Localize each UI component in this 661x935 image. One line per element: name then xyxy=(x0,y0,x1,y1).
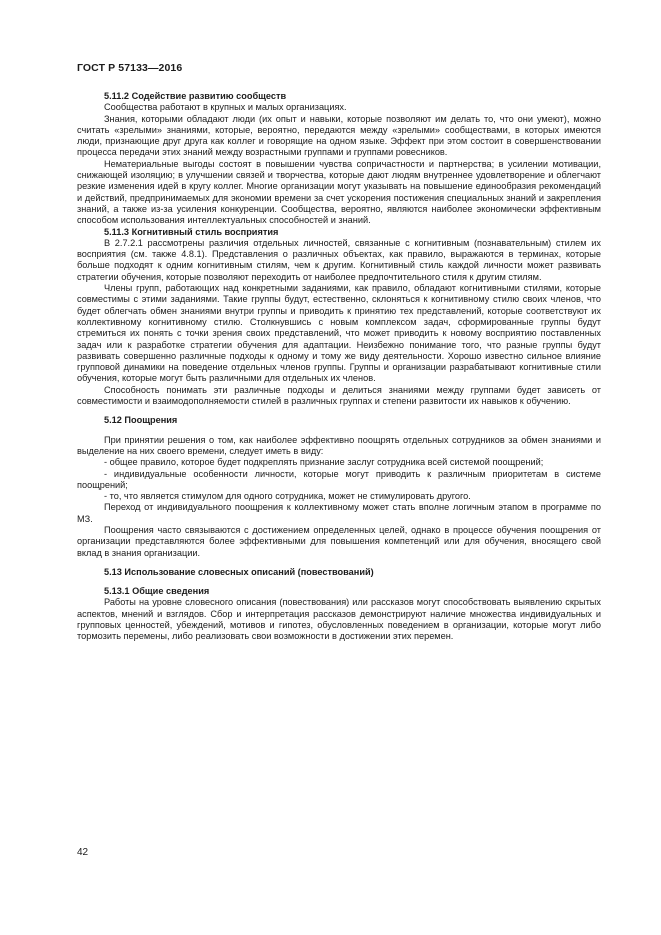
paragraph: При принятии решения о том, как наиболее эффективно поощрять отдельных сотрудников за обмен знаниями и выделение на них своего времени, следует иметь в виду: xyxy=(77,434,601,456)
section-heading: 5.13 Использование словесных описаний (повествований) xyxy=(104,566,374,577)
paragraph: Знания, которыми обладают люди (их опыт и навыки, которые позволяют им делать то, что они умеют), можно считать «зрелыми» знаниями, которые, вероятно, передаются между «зрелыми» сообществами, в которых имеются люди, признающие друг друга как коллег и говорящие на одном языке. Эффект при этом состоит в совершенствовании процесса передачи этих знаний между возрастными группами и группами ровесников. xyxy=(77,113,601,158)
paragraph: Нематериальные выгоды состоят в повышении чувства сопричастности и партнерства; в усилении мотивации, снижающей изоляцию; в улучшении связей и творчества, которые дают людям внутреннее удовлетворение и облегчают резкие изменения идей в кругу коллег. Многие организации могут указывать на повышение единообразия рекомендаций и действий, предпринимаемых для экономии времени за счет ускорения постижения специальных знаний и закрепления знаний, а также из-за усиления конкуренции. Сообщества, вероятно, являются наиболее экономически эффективным способом использования интеллектуальных способностей и знаний. xyxy=(77,158,601,226)
document-header: ГОСТ Р 57133—2016 xyxy=(77,62,183,74)
list-item: - индивидуальные особенности личности, которые могут приводить к различным приоритетам в системе поощрений; xyxy=(77,468,601,490)
section-heading: 5.12 Поощрения xyxy=(104,415,178,426)
paragraph: Члены групп, работающих над конкретными заданиями, как правило, обладают когнитивными стилями, которые совместимы с этими заданиями. Такие группы будут, естественно, склоняться к когнитивному стилю своих членов, что будет облегчать обмен знаниями внутри группы и приводить к принятию тех представлений, которые соответствуют их коллективному когнитивному стилю. Столкнувшись с новым комплексом задач, сформированные группы будут стремиться их понять с точки зрения своих представлений, что может приводить к новому восприятию поставленных задач или к разработке стратегии обучения для адаптации. Неизбежно понимание того, что разные группы будут развивать совершенно различные подходы к одному и тому же виду деятельности. Хорошо известно сильное влияние групповой динамики на поведение отдельных членов группы. Группы и организации разрабатывают когнитивные стили обучения, которые могут быть различными для отдельных их членов. xyxy=(77,283,601,384)
subsection-heading: 5.13.1 Общие сведения xyxy=(104,586,210,597)
paragraph: В 2.7.2.1 рассмотрены различия отдельных личностей, связанные с когнитивным (познавательным) стилем их восприятия (см. также 4.8.1). Представления о различных объектах, как правило, выражаются в терминах, которые больше подходят к одним когнитивным стилям, чем к другим. Когнитивный стиль каждой личности может развивать стратегии обучения, которые позволяют переходить от наиболее предпочтительного стиля к другим стилям. xyxy=(77,237,601,282)
paragraph: Переход от индивидуального поощрения к коллективному может стать вполне логичным этапом в программе по МЗ. xyxy=(77,502,601,524)
paragraph: Работы на уровне словесного описания (повествования) или рассказов могут способствовать выявлению скрытых аспектов, мнений и взглядов. Сбор и интерпретация рассказов демонстрируют наличие множества индивидуальных и групповых ценностей, убеждений, мотивов и гипотез, обусловленных поведением в организации, которые могут либо тормозить перемены, либо реализовать свои возможности в достижении этих перемен. xyxy=(77,597,601,642)
paragraph: Поощрения часто связываются с достижением определенных целей, однако в процессе обучения поощрения от организации представляются более эффективными для повышения компетенций или для обучения, вносящего свой вклад в знания организации. xyxy=(77,524,601,558)
subsection-heading: 5.11.2 Содействие развитию сообществ xyxy=(104,91,287,101)
list-item: - общее правило, которое будет подкреплять признание заслуг сотрудника всей системой поощрений; xyxy=(104,457,544,468)
subsection-heading: 5.11.3 Когнитивный стиль восприятия xyxy=(104,226,279,237)
paragraph: Способность понимать эти различные подходы и делиться знаниями между группами будет зависеть от совместимости и взаимодополняемости стилей в различных группах и степени развитости их навыков к обучению. xyxy=(77,384,601,407)
page-number: 42 xyxy=(77,847,89,858)
document-body xyxy=(77,91,601,643)
paragraph: Сообщества работают в крупных и малых организациях. xyxy=(104,102,347,113)
list-item: - то, что является стимулом для одного сотрудника, может не стимулировать другого. xyxy=(104,491,471,502)
